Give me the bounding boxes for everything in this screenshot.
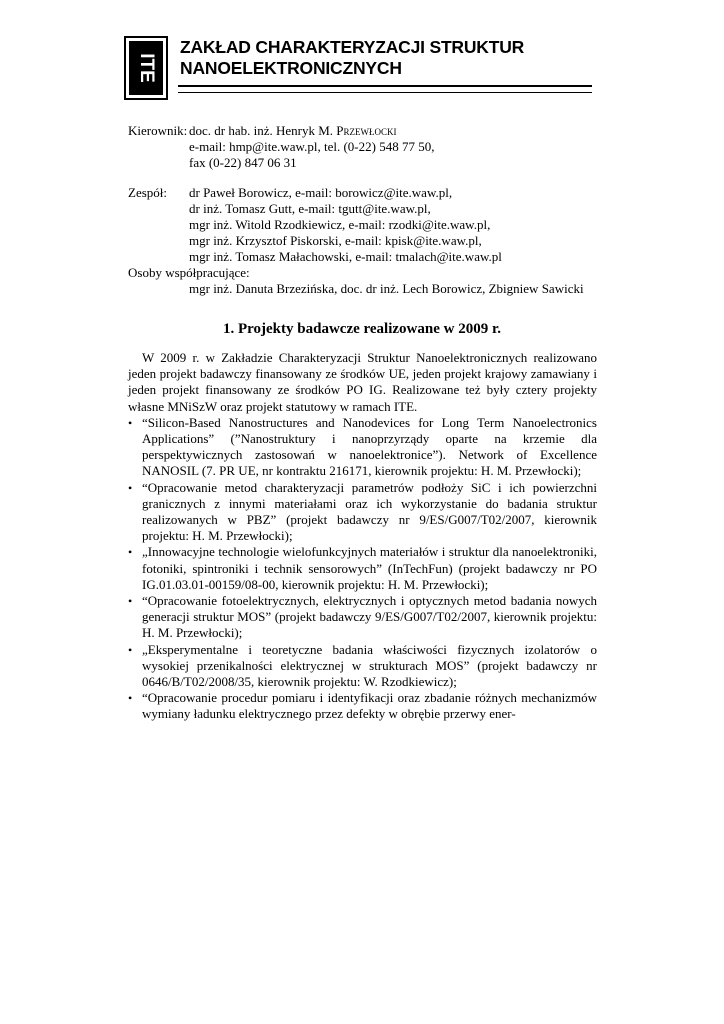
ite-logo-text: ITE: [135, 53, 157, 83]
department-title-line2: NANOELEKTRONICZNYCH: [180, 58, 402, 78]
bullet-icon: •: [128, 415, 133, 430]
team-row: [128, 201, 608, 217]
team-member: mgr inż. Tomasz Małachowski, e-mail: tmalach@ite.waw.pl: [189, 249, 502, 264]
collab-label-row: [128, 265, 608, 281]
list-item: [128, 593, 597, 642]
bullet-icon: •: [128, 594, 133, 609]
project-text: “Opracowanie metod charakteryzacji parametrów podłoży SiC i ich powierzchni granicznych z innymi materiałami oraz ich wykorzystanie do badania struktur realizowanych w PBZ” (projekt badawczy nr 9/ES/G007/T02/2007, kierownik projektu: H. M. Przewłocki);: [142, 479, 597, 544]
list-item: [128, 480, 597, 545]
head-label: Kierownik:: [128, 123, 188, 138]
project-text: “Opracowanie fotoelektrycznych, elektrycznych i optycznych metod badania nowych generacji struktur MOS” (projekt badawczy 9/ES/G007/T02/2007, kierownik projektu: H. M. Przewłocki);: [142, 593, 597, 641]
intro-paragraph: W 2009 r. w Zakładzie Charakteryzacji Struktur Nanoelektronicznych realizowano jeden projekt badawczy finansowany ze środków UE, jeden projekt krajowy zamawiany i jeden projekt finansowany ze środków PO IG. Realizowane też były cztery projekty własne MNiSzW oraz projekt statutowy w ramach ITE.: [128, 350, 597, 414]
project-text: “Silicon-Based Nanostructures and Nanodevices for Long Term Nanoelectronics Applications” (”Nanostruktury i nanoprzyrządy oparte na krzemie dla perspektywicznych zastosowań w nanoelektronice”). Network of Excellence NANOSIL (7. PR UE, nr kontraktu 216171, kierownik projektu: H. M. Przewłocki);: [142, 414, 597, 479]
project-list: [128, 415, 597, 723]
spacer: [128, 217, 189, 233]
team-row: [128, 185, 608, 201]
team-member: mgr inż. Witold Rzodkiewicz, e-mail: rzodki@ite.waw.pl,: [189, 217, 491, 232]
ite-logo: [124, 36, 168, 100]
team-member: dr Paweł Borowicz, e-mail: borowicz@ite.waw.pl,: [189, 185, 453, 200]
collaborators: mgr inż. Danuta Brzezińska, doc. dr inż. Lech Borowicz, Zbigniew Sawicki: [189, 281, 584, 296]
bullet-icon: •: [128, 691, 133, 706]
team-member: dr inż. Tomasz Gutt, e-mail: tgutt@ite.waw.pl,: [189, 201, 431, 216]
department-title: [180, 37, 524, 79]
head-name-smallcaps: rzewłocki: [343, 123, 397, 138]
head-name-prefix: doc. dr hab. inż. Henryk M. P: [189, 123, 344, 138]
header-rule-thick: [178, 85, 592, 87]
bullet-icon: •: [128, 642, 133, 657]
staff-block: [128, 123, 608, 297]
list-item: [128, 642, 597, 691]
spacer: [128, 155, 189, 171]
list-item: [128, 544, 597, 593]
team-label: Zespół:: [128, 185, 167, 200]
spacer: [128, 171, 608, 185]
bullet-icon: •: [128, 545, 133, 560]
spacer: [128, 139, 189, 155]
bullet-icon: •: [128, 480, 133, 495]
project-text: „Innowacyjne technologie wielofunkcyjnych materiałów i struktur dla nanoelektroniki, fotoniki, spintroniki i technik sensorowych” (InTechFun) (projekt badawczy nr PO IG.01.03.01-00159/08-00, kierownik projektu: H. M. Przewłocki);: [142, 544, 597, 592]
spacer: [128, 249, 189, 265]
team-member: mgr inż. Krzysztof Piskorski, e-mail: kpisk@ite.waw.pl,: [189, 233, 482, 248]
list-item: [128, 690, 597, 722]
head-row: [128, 123, 608, 139]
head-fax: fax (0-22) 847 06 31: [189, 155, 297, 170]
head-fax-row: [128, 155, 608, 171]
head-contact: e-mail: hmp@ite.waw.pl, tel. (0-22) 548 77 50,: [189, 139, 435, 154]
head-name: [189, 123, 608, 139]
team-row: [128, 217, 608, 233]
header-rule-thin: [178, 92, 592, 93]
project-text: “Opracowanie procedur pomiaru i identyfikacji oraz zbadanie różnych mechanizmów wymiany ładunku elektrycznego przez defekty w obrębie przerwy ener-: [142, 690, 597, 722]
team-row: [128, 233, 608, 249]
department-title-line1: ZAKŁAD CHARAKTERYZACJI STRUKTUR: [180, 37, 525, 57]
spacer: [128, 281, 189, 297]
section-body: [128, 350, 597, 723]
section-title: 1. Projekty badawcze realizowane w 2009 r.: [222, 321, 501, 337]
collab-row: [128, 281, 608, 297]
spacer: [128, 233, 189, 249]
collab-label: Osoby współpracujące:: [128, 265, 250, 280]
project-text: „Eksperymentalne i teoretyczne badania właściwości fizycznych izolatorów o wysokiej przenikalności elektrycznej w strukturach MOS” (projekt badawczy nr 0646/B/T02/2008/35, kierownik projektu: W. Rzodkiewicz);: [142, 641, 597, 690]
list-item: [128, 415, 597, 480]
head-contact-row: [128, 139, 608, 155]
spacer: [128, 201, 189, 217]
team-row: [128, 249, 608, 265]
